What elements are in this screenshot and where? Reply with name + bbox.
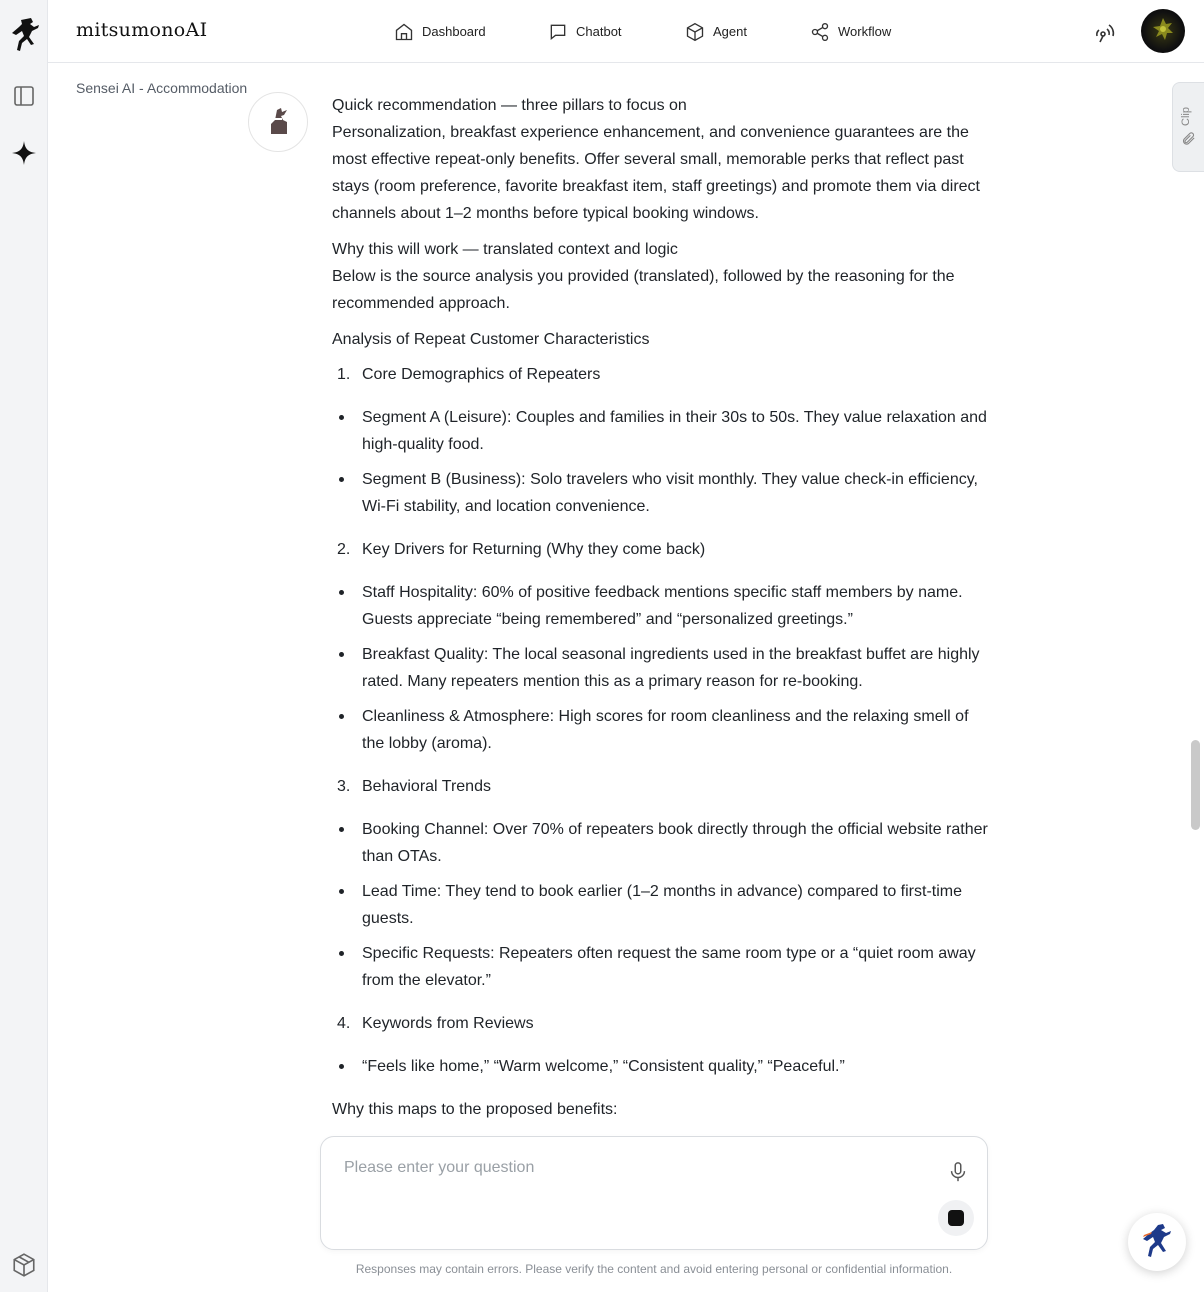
bullet-list — [332, 1053, 990, 1080]
list-item: Lead Time: They tend to book earlier (1–2 months in advance) compared to first-time guests. — [332, 878, 990, 932]
list-item: Booking Channel: Over 70% of repeaters book directly through the official website rather than OTAs. — [332, 816, 990, 870]
intro-body: Personalization, breakfast experience enhancement, and convenience guarantees are the most effective repeat-only benefits. Offer several small, memorable perks that reflect past stays (room preference, favorite breakfast item, staff greetings) and promote them via direct channels about 1–2 months before typical booking windows. — [332, 124, 980, 222]
avatar-image — [1141, 9, 1185, 53]
ninja-logo-icon[interactable] — [8, 16, 40, 52]
assistant-fab[interactable] — [1128, 1213, 1186, 1271]
home-icon — [394, 22, 414, 42]
nav-chatbot-label: Chatbot — [576, 24, 622, 39]
numbered-item — [332, 361, 990, 388]
intro-heading: Quick recommendation — three pillars to focus on — [332, 97, 687, 114]
stop-icon — [948, 1210, 964, 1226]
why-body: Below is the source analysis you provided (translated), followed by the reasoning for the recommended approach. — [332, 268, 955, 312]
item-title: Behavioral Trends — [362, 778, 491, 795]
item-number: 4. — [337, 1015, 351, 1032]
user-avatar[interactable] — [1141, 9, 1185, 53]
bullet-list — [332, 816, 990, 994]
nav-agent-label: Agent — [713, 24, 747, 39]
cube-icon[interactable] — [11, 1252, 37, 1278]
session-title: Sensei AI - Accommodation — [76, 80, 248, 96]
list-item: Staff Hospitality: 60% of positive feedback mentions specific staff members by name. Guests appreciate “being remembered” and “personalized greetings.” — [332, 579, 990, 633]
tail-heading: Why this maps to the proposed benefits: — [332, 1101, 618, 1118]
chat-bubble-icon — [548, 22, 568, 42]
nav-chatbot[interactable] — [548, 0, 622, 63]
item-title: Keywords from Reviews — [362, 1015, 534, 1032]
bullet-list — [332, 579, 990, 757]
why-heading: Why this will work — translated context and logic — [332, 241, 678, 258]
clip-label: Clip — [1180, 107, 1192, 126]
microphone-icon[interactable] — [947, 1161, 969, 1183]
list-item: Segment A (Leisure): Couples and families in their 30s to 50s. They value relaxation and high-quality food. — [332, 404, 990, 458]
item-number: 1. — [337, 366, 351, 383]
disclaimer-text: Responses may contain errors. Please verify the content and avoid entering personal or confidential information. — [355, 1262, 953, 1276]
top-header — [48, 0, 1204, 63]
broadcast-icon[interactable] — [1093, 20, 1117, 44]
analysis-heading: Analysis of Repeat Customer Characteristics — [332, 331, 650, 348]
item-title: Core Demographics of Repeaters — [362, 366, 601, 383]
nav-workflow-label: Workflow — [838, 24, 892, 39]
share-nodes-icon — [810, 22, 830, 42]
list-item: Breakfast Quality: The local seasonal ingredients used in the breakfast buffet are highly rated. Many repeaters mention this as a primary reason for re-booking. — [332, 641, 990, 695]
nav-dashboard-label: Dashboard — [422, 24, 486, 39]
sparkle-icon[interactable] — [11, 140, 37, 166]
scrollbar-thumb[interactable] — [1191, 740, 1200, 830]
item-number: 2. — [337, 541, 351, 558]
chat-composer — [320, 1136, 988, 1250]
numbered-item — [332, 773, 990, 800]
stop-button[interactable] — [938, 1200, 974, 1236]
box-icon — [685, 22, 705, 42]
assistant-avatar — [248, 92, 308, 152]
assistant-message — [332, 92, 990, 1123]
ninja-assistant-icon — [1138, 1221, 1176, 1261]
paperclip-icon — [1181, 131, 1196, 146]
nav-workflow[interactable] — [810, 0, 891, 63]
numbered-item — [332, 1010, 990, 1037]
brand-name[interactable]: mitsumonoAI — [76, 19, 208, 41]
list-item: Cleanliness & Atmosphere: High scores for room cleanliness and the relaxing smell of the lobby (aroma). — [332, 703, 990, 757]
nav-dashboard[interactable] — [394, 0, 486, 63]
list-item: Specific Requests: Repeaters often request the same room type or a “quiet room away from the elevator.” — [332, 940, 990, 994]
item-title: Key Drivers for Returning (Why they come back) — [362, 541, 706, 558]
clip-tab[interactable] — [1172, 82, 1204, 172]
sidebar-panel-icon[interactable] — [12, 84, 36, 108]
numbered-item — [332, 536, 990, 563]
nav-agent[interactable] — [685, 0, 747, 63]
left-rail — [0, 0, 48, 1292]
bullet-list — [332, 404, 990, 520]
item-number: 3. — [337, 778, 351, 795]
question-input[interactable] — [344, 1159, 924, 1199]
ninja-assistant-icon — [263, 106, 295, 138]
list-item: Segment B (Business): Solo travelers who visit monthly. They value check-in efficiency, Wi-Fi stability, and location convenience. — [332, 466, 990, 520]
list-item: “Feels like home,” “Warm welcome,” “Consistent quality,” “Peaceful.” — [332, 1053, 990, 1080]
